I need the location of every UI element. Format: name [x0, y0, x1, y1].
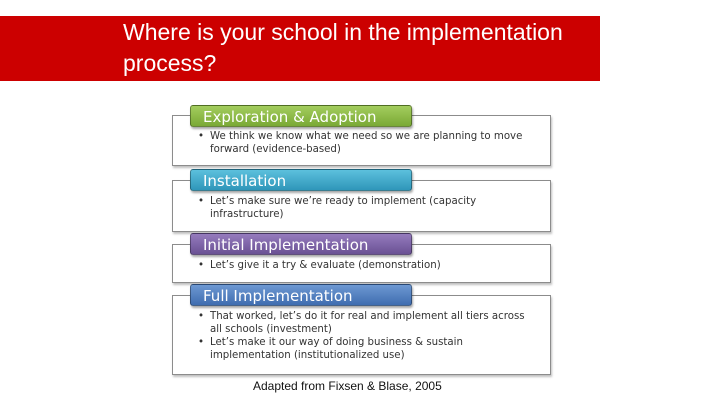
stage-items-exploration	[198, 130, 534, 156]
list-item: • Let’s give it a try & evaluate (demonstration)	[198, 259, 534, 272]
stage-header-installation: Installation	[190, 169, 412, 191]
stage-items-installation	[198, 195, 534, 221]
title-bar	[0, 16, 600, 81]
list-item: • Let’s make sure we’re ready to implement (capacity infrastructure)	[198, 195, 534, 221]
stage-header-initial-implementation: Initial Implementation	[190, 233, 412, 255]
list-item: • That worked, let’s do it for real and implement all tiers across all schools (investment)	[198, 310, 534, 336]
stage-header-full-implementation: Full Implementation	[190, 284, 412, 306]
list-item: • Let’s make it our way of doing business & sustain implementation (institutionalized use)	[198, 336, 534, 362]
stage-items-full-implementation	[198, 310, 534, 362]
stage-items-initial-implementation	[198, 259, 534, 272]
implementation-stages-diagram	[170, 98, 552, 378]
slide-title: Where is your school in the implementation process?	[123, 19, 563, 76]
source-caption: Adapted from Fixsen & Blase, 2005	[253, 379, 442, 393]
stage-header-exploration: Exploration & Adoption	[190, 105, 412, 127]
list-item: • We think we know what we need so we are planning to move forward (evidence-based)	[198, 130, 534, 156]
